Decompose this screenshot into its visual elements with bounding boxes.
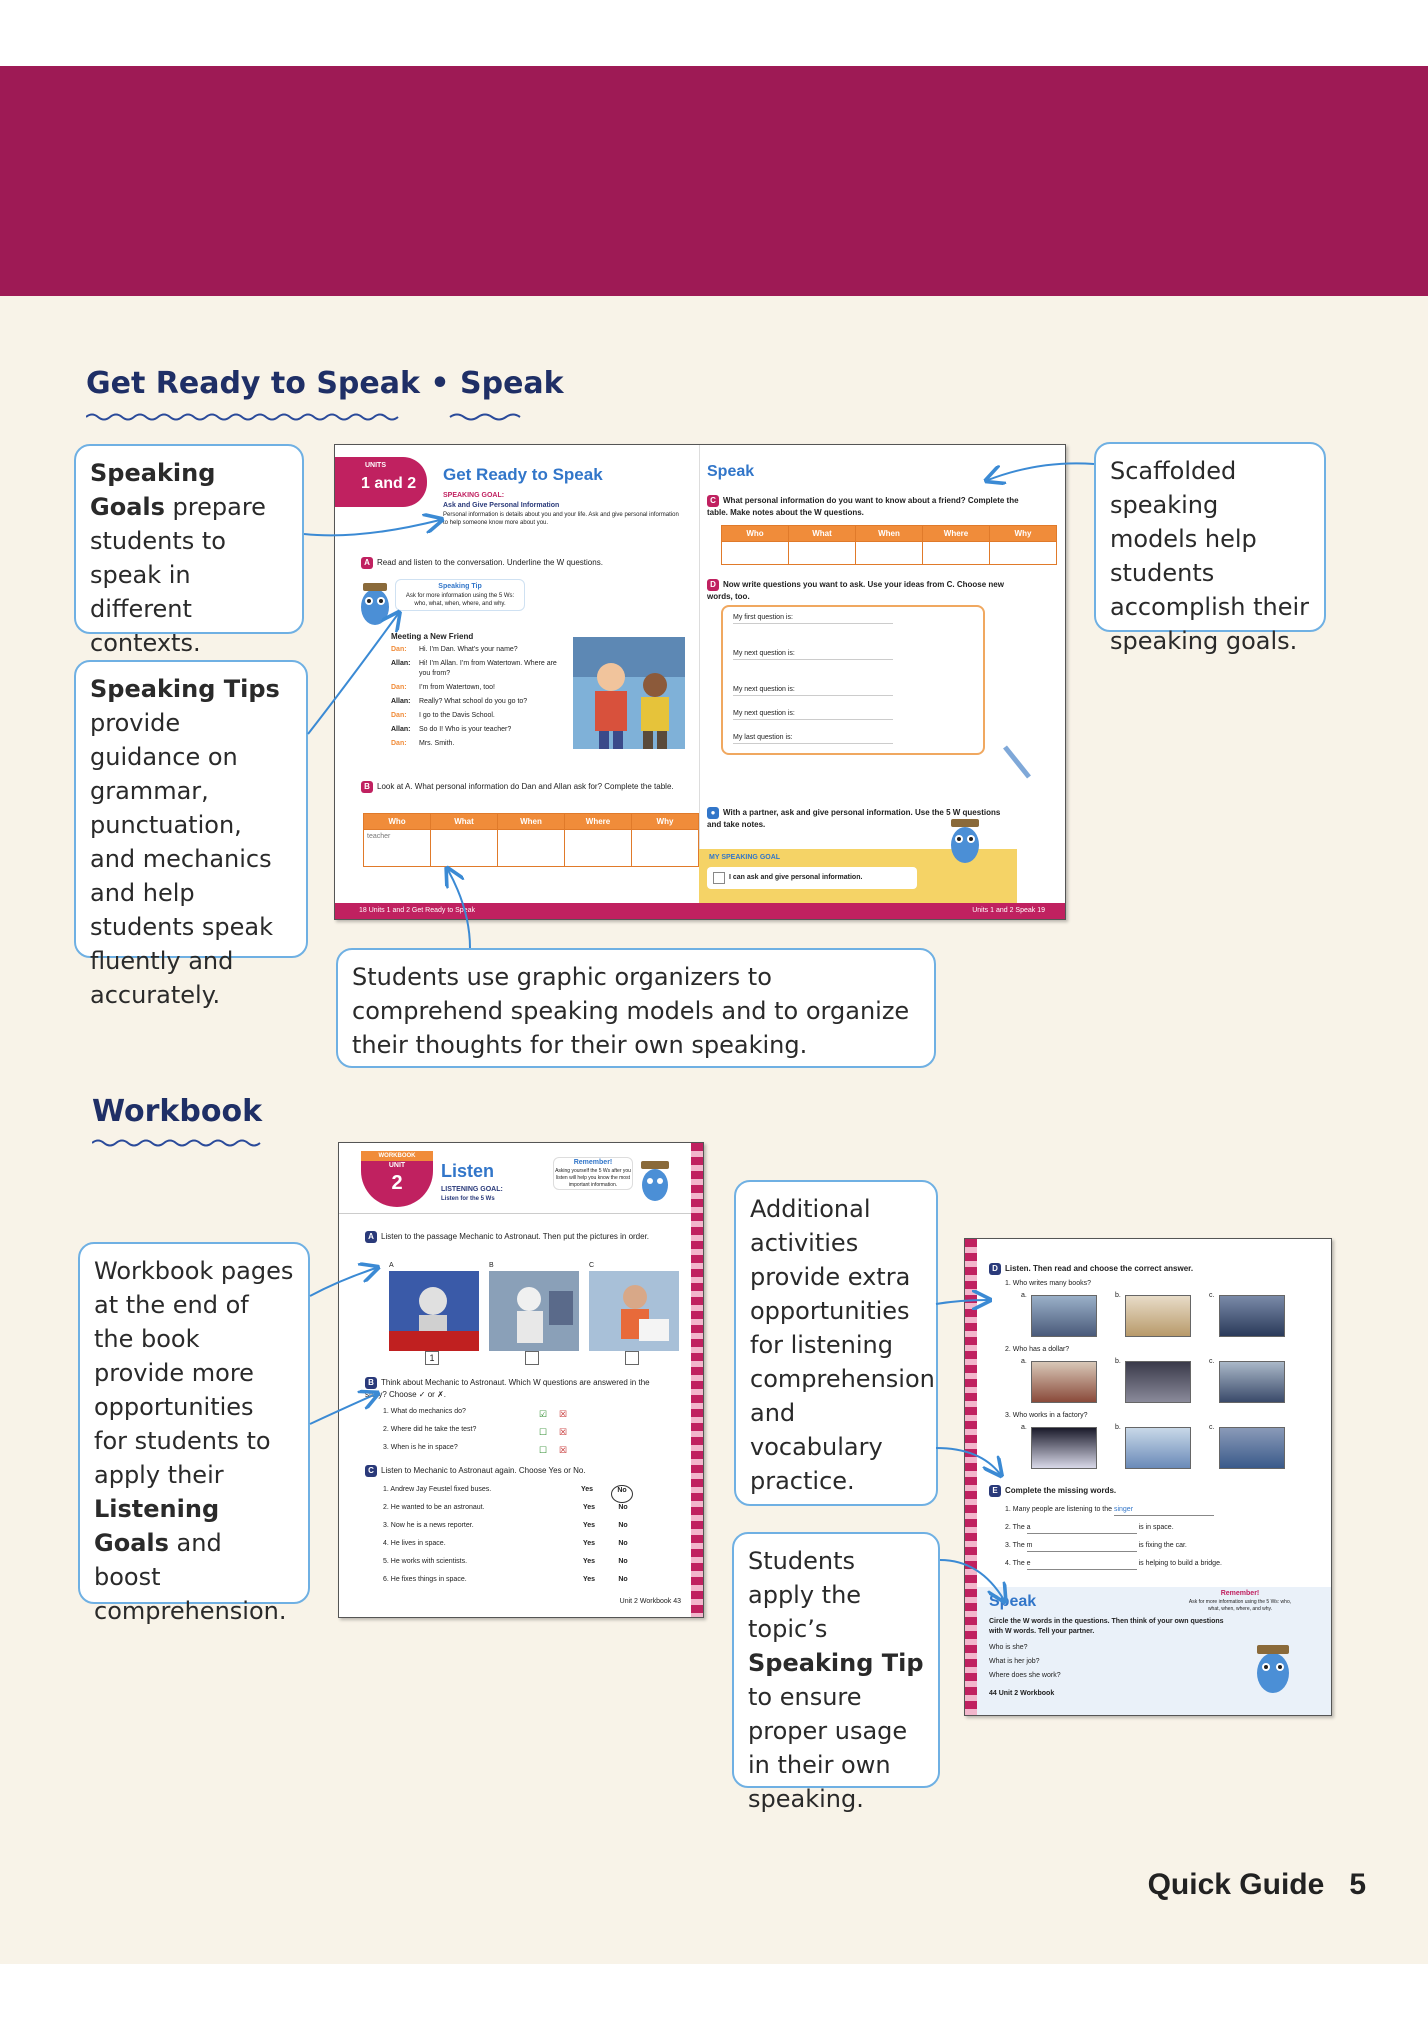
speaker: Dan:: [391, 740, 407, 747]
remember-text: Asking yourself the 5 Ws after you listen will help you know the most important information.: [555, 1168, 631, 1188]
callout-scaffolded: Scaffolded speaking models help students accomplish their speaking goals.: [1094, 442, 1326, 632]
option-label: c.: [1209, 1292, 1215, 1299]
wb-instruction-a-text: Listen to the passage Mechanic to Astronaut. Then put the pictures in order.: [381, 1232, 650, 1242]
yes-option[interactable]: Yes: [583, 1540, 596, 1547]
fill-lead: 3. The: [1005, 1542, 1025, 1549]
fill-lead: 2. The: [1005, 1524, 1025, 1531]
yes-option[interactable]: Yes: [581, 1486, 594, 1493]
fill-tail: is helping to build a bridge.: [1138, 1560, 1222, 1567]
question-line: My last question is:: [733, 733, 893, 744]
instruction-c: C What personal information do you want to know about a friend? Complete the table. Make notes about the W questions.: [707, 496, 1019, 517]
instruction-c-text: What personal information do you want to know about a friend? Complete the table. Make notes about the W questions.: [707, 496, 1019, 517]
table-header: Where: [923, 526, 990, 542]
arrow: [940, 1560, 1004, 1600]
yes-no-item: 4. He lives in space.: [383, 1540, 446, 1547]
b-item: 3. When is he in space?: [383, 1444, 458, 1451]
instruction-d: D Now write questions you want to ask. Use your ideas from C. Choose new words, too.: [707, 580, 1004, 601]
cross-column: ☒ ☒ ☒: [559, 1409, 568, 1455]
convo-text: Mrs. Smith.: [419, 740, 455, 747]
footer-label: Quick Guide: [1147, 1868, 1325, 1901]
convo-text: I’m from Watertown, too!: [419, 684, 495, 691]
quick-guide-footer: [1148, 1868, 1366, 1902]
callout-graphic-organizers: Students use graphic organizers to comprehend speaking models and to organize their thoughts for their own speaking.: [336, 948, 936, 1068]
no-option[interactable]: No: [611, 1485, 633, 1503]
instruction-a: A Read and listen to the conversation. Underline the W questions.: [361, 557, 681, 569]
speaker: Allan:: [391, 726, 411, 733]
convo-text: So do I! Who is your teacher?: [419, 726, 512, 733]
question-line: My next question is:: [733, 709, 893, 720]
workbook-title: Listen: [441, 1161, 495, 1181]
instruction-e: ● With a partner, ask and give personal information. Use the 5 W questions and take notes.: [707, 808, 1001, 829]
yes-no-item: 2. He wanted to be an astronaut.: [383, 1504, 485, 1511]
option-label: a.: [1021, 1292, 1027, 1299]
remember-text: Ask for more information using the 5 Ws: who, what, when, where, and why.: [1188, 1599, 1292, 1612]
no-option[interactable]: No: [618, 1576, 628, 1583]
picture-label: A: [389, 1262, 394, 1269]
right-footer-text: Units 1 and 2 Speak 19: [972, 907, 1045, 914]
option-label: a.: [1021, 1358, 1027, 1365]
workbook-label: WORKBOOK: [361, 1151, 433, 1161]
question-line: My next question is:: [733, 685, 893, 696]
wb-instruction-d-text: Listen. Then read and choose the correct answer.: [1005, 1264, 1194, 1274]
convo-text: Really? What school do you go to?: [419, 698, 528, 705]
no-option[interactable]: No: [618, 1504, 628, 1511]
table-header: Why: [990, 526, 1057, 542]
arrow: [936, 1300, 988, 1304]
arrow: [988, 463, 1094, 480]
unit-number: 2: [391, 1172, 403, 1194]
picture-label: C: [589, 1262, 595, 1269]
goal-text: Ask and Give Personal Information: [443, 502, 560, 509]
speak-instruction: Circle the W words in the questions. Then think of your own questions with W words. Tell your partner.: [989, 1618, 1224, 1635]
remember-title: Remember!: [1220, 1590, 1260, 1597]
speak-title: Speak: [989, 1593, 1037, 1610]
page-number: 5: [1349, 1868, 1366, 1901]
callout-bold: Speaking Tips: [90, 675, 280, 703]
convo-text: I go to the Davis School.: [419, 712, 495, 719]
no-option[interactable]: No: [618, 1522, 628, 1529]
bottom-margin: [0, 1964, 1428, 2028]
fill-tail: is fixing the car.: [1138, 1542, 1187, 1549]
wb-instruction-d: D Listen. Then read and choose the correct answer.: [989, 1263, 1319, 1275]
workbook-left-footer: Unit 2 Workbook 43: [619, 1598, 681, 1605]
spread-left-title: Get Ready to Speak: [443, 465, 603, 484]
instruction-a-text: Read and listen to the conversation. Underline the W questions.: [377, 558, 603, 568]
instruction-e-text: With a partner, ask and give personal information. Use the 5 W questions and take notes.: [707, 808, 1001, 829]
speak-question: Where does she work?: [989, 1672, 1061, 1679]
speak-question: Who is she?: [989, 1644, 1028, 1651]
b-item: 1. What do mechanics do?: [383, 1408, 466, 1415]
arrow: [936, 1448, 1000, 1474]
left-footer-text: 18 Units 1 and 2 Get Ready to Speak: [359, 907, 475, 914]
callout-text: and boost comprehension.: [94, 1529, 287, 1625]
callout-text: Students apply the topic’s: [748, 1547, 862, 1643]
section-title-workbook: Workbook: [92, 1094, 263, 1129]
goal-checkbox-text: I can ask and give personal information.: [729, 874, 863, 881]
speaker: Dan:: [391, 712, 407, 719]
callout-bold: Speaking Tip: [748, 1649, 924, 1677]
option-label: b.: [1115, 1424, 1121, 1431]
arrow: [308, 614, 398, 734]
fill-blank[interactable]: e: [1027, 1559, 1137, 1570]
option-label: c.: [1209, 1424, 1215, 1431]
tip-title: Speaking Tip: [438, 583, 482, 590]
goal-label: SPEAKING GOAL:: [443, 492, 505, 499]
fill-lead: 1. Many people are listening to the: [1005, 1506, 1113, 1513]
yes-no-item: 3. Now he is a news reporter.: [383, 1522, 474, 1529]
arrow: [448, 870, 470, 948]
speak-question: What is her job?: [989, 1658, 1040, 1665]
speaker: Dan:: [391, 646, 407, 653]
yes-option[interactable]: Yes: [583, 1558, 596, 1565]
yes-no-item: 6. He fixes things in space.: [383, 1576, 467, 1583]
instruction-d-text: Now write questions you want to ask. Use your ideas from C. Choose new words, too.: [707, 580, 1004, 601]
speaker: Allan:: [391, 660, 411, 667]
check-column: ☑ ☐ ☐: [539, 1409, 548, 1455]
option-label: a.: [1021, 1424, 1027, 1431]
d-question: 3. Who works in a factory?: [1005, 1412, 1088, 1419]
fill-lead: 4. The: [1005, 1560, 1025, 1567]
yes-option[interactable]: Yes: [583, 1504, 596, 1511]
option-label: b.: [1115, 1292, 1121, 1299]
unit-label: UNIT: [388, 1162, 406, 1169]
speaker: Allan:: [391, 698, 411, 705]
units-number: 1 and 2: [361, 475, 417, 492]
arrow: [310, 1394, 376, 1424]
wb-instruction-c-text: Listen to Mechanic to Astronaut again. Choose Yes or No.: [381, 1466, 586, 1476]
workbook-right-footer: 44 Unit 2 Workbook: [989, 1690, 1055, 1697]
listening-goal-label: LISTENING GOAL:: [441, 1186, 503, 1193]
yes-option[interactable]: Yes: [583, 1522, 596, 1529]
table-header: Who: [364, 814, 431, 830]
goal-desc: Personal information is details about you and your life. Ask and give personal information to help someone know more about you.: [443, 512, 679, 526]
yes-no-item: 5. He works with scientists.: [383, 1558, 468, 1565]
wb-instruction-b: B Think about Mechanic to Astronaut. Which W questions are answered in the story? Choose ✓ or ✗.: [365, 1378, 650, 1399]
fill-tail: is in space.: [1138, 1524, 1174, 1531]
wb-instruction-c: C Listen to Mechanic to Astronaut again. Choose Yes or No.: [365, 1465, 685, 1477]
arrow: [310, 1268, 376, 1296]
convo-text: Hi. I’m Dan. What’s your name?: [419, 646, 518, 653]
arrow: [304, 520, 440, 535]
yes-option[interactable]: Yes: [583, 1576, 596, 1583]
convo-text: Hi! I’m Allan. I’m from Watertown. Where are you from?: [419, 660, 557, 677]
question-line: My next question is:: [733, 649, 893, 660]
table-header: When: [498, 814, 565, 830]
my-goal-label: MY SPEAKING GOAL: [709, 854, 781, 861]
table-header: Where: [565, 814, 632, 830]
callout-text: prepare students to speak in different contexts.: [90, 493, 266, 657]
d-question: 1. Who writes many books?: [1005, 1280, 1091, 1287]
listening-goal-text: Listen for the 5 Ws: [441, 1196, 495, 1202]
option-label: b.: [1115, 1358, 1121, 1365]
order-box[interactable]: 1: [425, 1351, 439, 1365]
instruction-b-text: Look at A. What personal information do Dan and Allan ask for? Complete the table.: [377, 782, 674, 792]
table-header: Why: [632, 814, 699, 830]
yes-no-item: 1. Andrew Jay Feustel fixed buses.: [383, 1486, 492, 1493]
spread-right-title: Speak: [707, 463, 755, 480]
fill-blank[interactable]: a: [1027, 1523, 1137, 1534]
convo-title: Meeting a New Friend: [391, 632, 474, 641]
fill-blank[interactable]: m: [1027, 1541, 1137, 1552]
callout-text: provide guidance on grammar, punctuation, and mechanics and help students speak fluently and accurately.: [90, 709, 273, 1009]
no-option[interactable]: No: [618, 1558, 628, 1565]
question-line: My first question is:: [733, 613, 893, 624]
wb-instruction-b-text: Think about Mechanic to Astronaut. Which W questions are answered in the story? Choose ✓ or ✗.: [365, 1378, 650, 1399]
speaker: Dan:: [391, 684, 407, 691]
remember-title: Remember!: [573, 1159, 613, 1166]
option-label: c.: [1209, 1358, 1215, 1365]
wb-instruction-e-text: Complete the missing words.: [1005, 1486, 1117, 1496]
callout-text: to ensure proper usage in their own speaking.: [748, 1683, 908, 1813]
callout-text: Workbook pages at the end of the book provide more opportunities for students to apply their: [94, 1257, 294, 1489]
section-title-speak: Get Ready to Speak • Speak: [86, 366, 564, 401]
callout-bold: Speaking Goals: [90, 459, 216, 521]
wb-instruction-a: A Listen to the passage Mechanic to Astronaut. Then put the pictures in order.: [365, 1231, 665, 1243]
table-header: Who: [722, 526, 789, 542]
d-question: 2. Who has a dollar?: [1005, 1346, 1070, 1353]
instruction-b: B Look at A. What personal information do Dan and Allan ask for? Complete the table.: [361, 781, 681, 793]
table-cell: teacher: [364, 830, 431, 867]
table-header: What: [789, 526, 856, 542]
no-option[interactable]: No: [618, 1540, 628, 1547]
b-item: 2. Where did he take the test?: [383, 1426, 477, 1433]
wb-instruction-e: E Complete the missing words.: [989, 1485, 1319, 1497]
callout-additional: Additional activities provide extra opportunities for listening comprehension and vocabulary practice.: [734, 1180, 938, 1506]
units-label: UNITS: [365, 462, 386, 469]
table-header: What: [431, 814, 498, 830]
picture-label: B: [489, 1262, 494, 1269]
tip-text: Ask for more information using the 5 Ws: who, what, when, where, and why.: [405, 593, 515, 607]
callout-bold: Listening Goals: [94, 1495, 220, 1557]
fill-blank[interactable]: singer: [1114, 1505, 1214, 1516]
table-header: When: [856, 526, 923, 542]
